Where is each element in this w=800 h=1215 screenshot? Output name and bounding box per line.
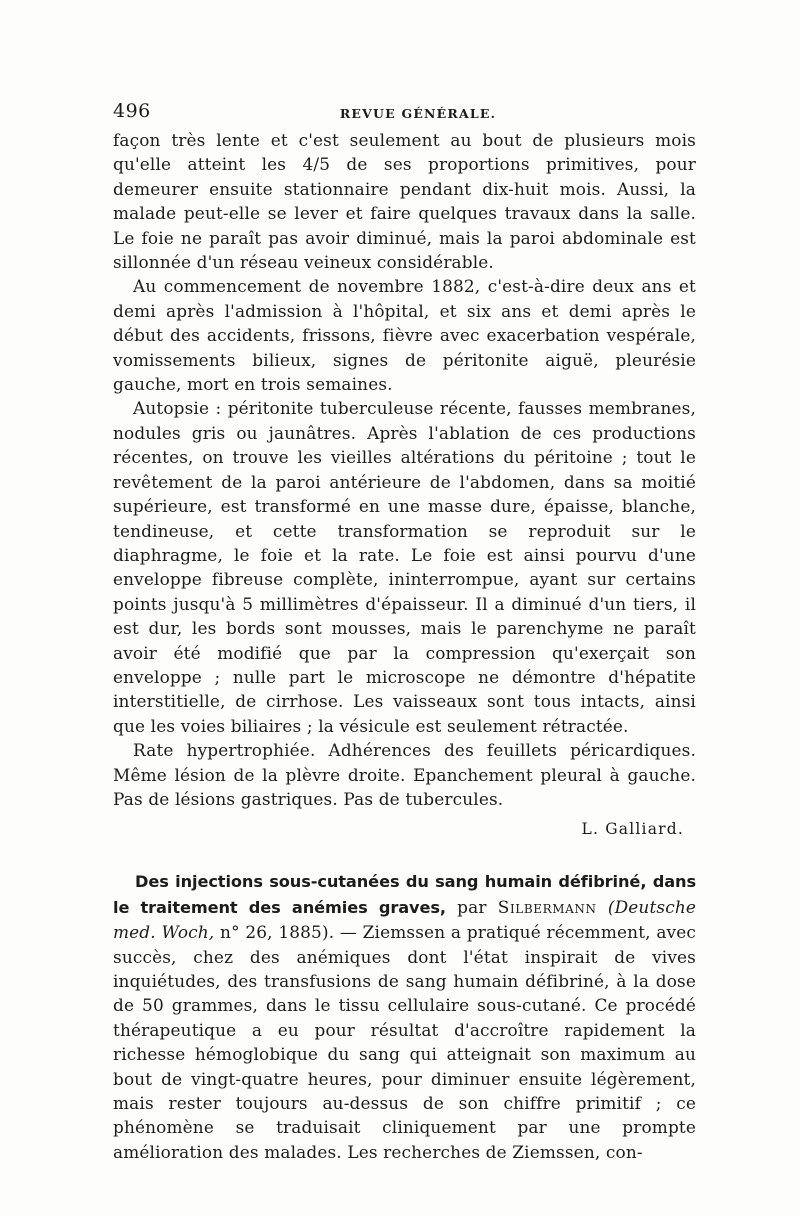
page-body [113,128,696,1164]
article-journal: (Deutsche med. Woch, [113,896,696,943]
article-section [113,869,696,1164]
article-title: Des injections sous-cutanées du sang humain défibriné, dans le traitement des anémies graves, [113,872,696,917]
continued-paragraph: façon très lente et c'est seulement au bout de plusieurs mois qu'elle atteint les 4/5 de ses proportions primitives, pour demeurer ensuite stationnaire pendant dix-huit mois. Aussi, la malade peut-elle se lever et faire quelques travaux dans la salle. Le foie ne paraît pas avoir diminué, mais la paroi abdominale est sillonnée d'un réseau veineux considérable. [113,130,696,273]
article-author: Silbermann [497,896,597,917]
paragraph: Au commencement de novembre 1882, c'est-à-dire deux ans et demi après l'admission à l'hôpital, et six ans et demi après le début des accidents, frissons, fièvre avec exacerbation vespérale, vomissements bilieux, signes de péritonite aiguë, pleurésie gauche, mort en trois semaines. [113,276,696,395]
running-head: REVUE GÉNÉRALE. [339,106,497,121]
article-paragraph [113,869,696,1164]
article-by: par [445,896,498,917]
page-number: 496 [113,100,151,122]
author-signature: L. Galliard. [581,820,684,839]
paragraph: Rate hypertrophiée. Adhérences des feuillets péricardiques. Même lésion de la plèvre droite. Epanchement pleural à gauche. Pas de lésions gastriques. Pas de tubercules. [113,740,696,809]
page-header [113,100,693,126]
paragraph: Autopsie : péritonite tuberculeuse récente, fausses membranes, nodules gris ou jaunâtres. Après l'ablation de ces productions récentes, on trouve les vieilles altérations du péritoine ; tout le revêtement de la paroi antérieure de l'abdomen, dans sa moitié supérieure, est transformé en une masse dure, épaisse, blanche, tendineuse, et cette transformation se reproduit sur le diaphragme, le foie et la rate. Le foie est ainsi pourvu d'une enveloppe fibreuse complète, ininterrompue, ayant sur certains points jusqu'à 5 millimètres d'épaisseur. Il a diminué d'un tiers, il est dur, les bords sont mousses, mais le parenchyme ne paraît avoir été modifié que par la compression qu'exerçait son enveloppe ; nulle part le microscope ne démontre d'hépatite interstitielle, de cirrhose. Les vaisseaux sont tous intacts, ainsi que les voies biliaires ; la vésicule est seulement rétractée. [113,398,696,736]
article-text: Ziemssen a pratiqué récemment, avec succès, chez des anémiques dont l'état inspirait de vives inquiétudes, des transfusions de sang humain défibriné, à la dose de 50 grammes, dans le tissu cellulaire sous-cutané. Ce procédé thérapeutique a eu pour résultat d'accroître rapidement la richesse hémoglobique du sang qui atteignait son maximum au bout de vingt-quatre heures, pour diminuer ensuite légèrement, mais rester toujours au-dessus de son chiffre primitif ; ce phénomène se traduisait cliniquement par une prompte amélioration des malades. Les recherches de Ziemssen, con- [113,922,697,1162]
article-reference: n° 26, 1885). — [214,922,363,943]
